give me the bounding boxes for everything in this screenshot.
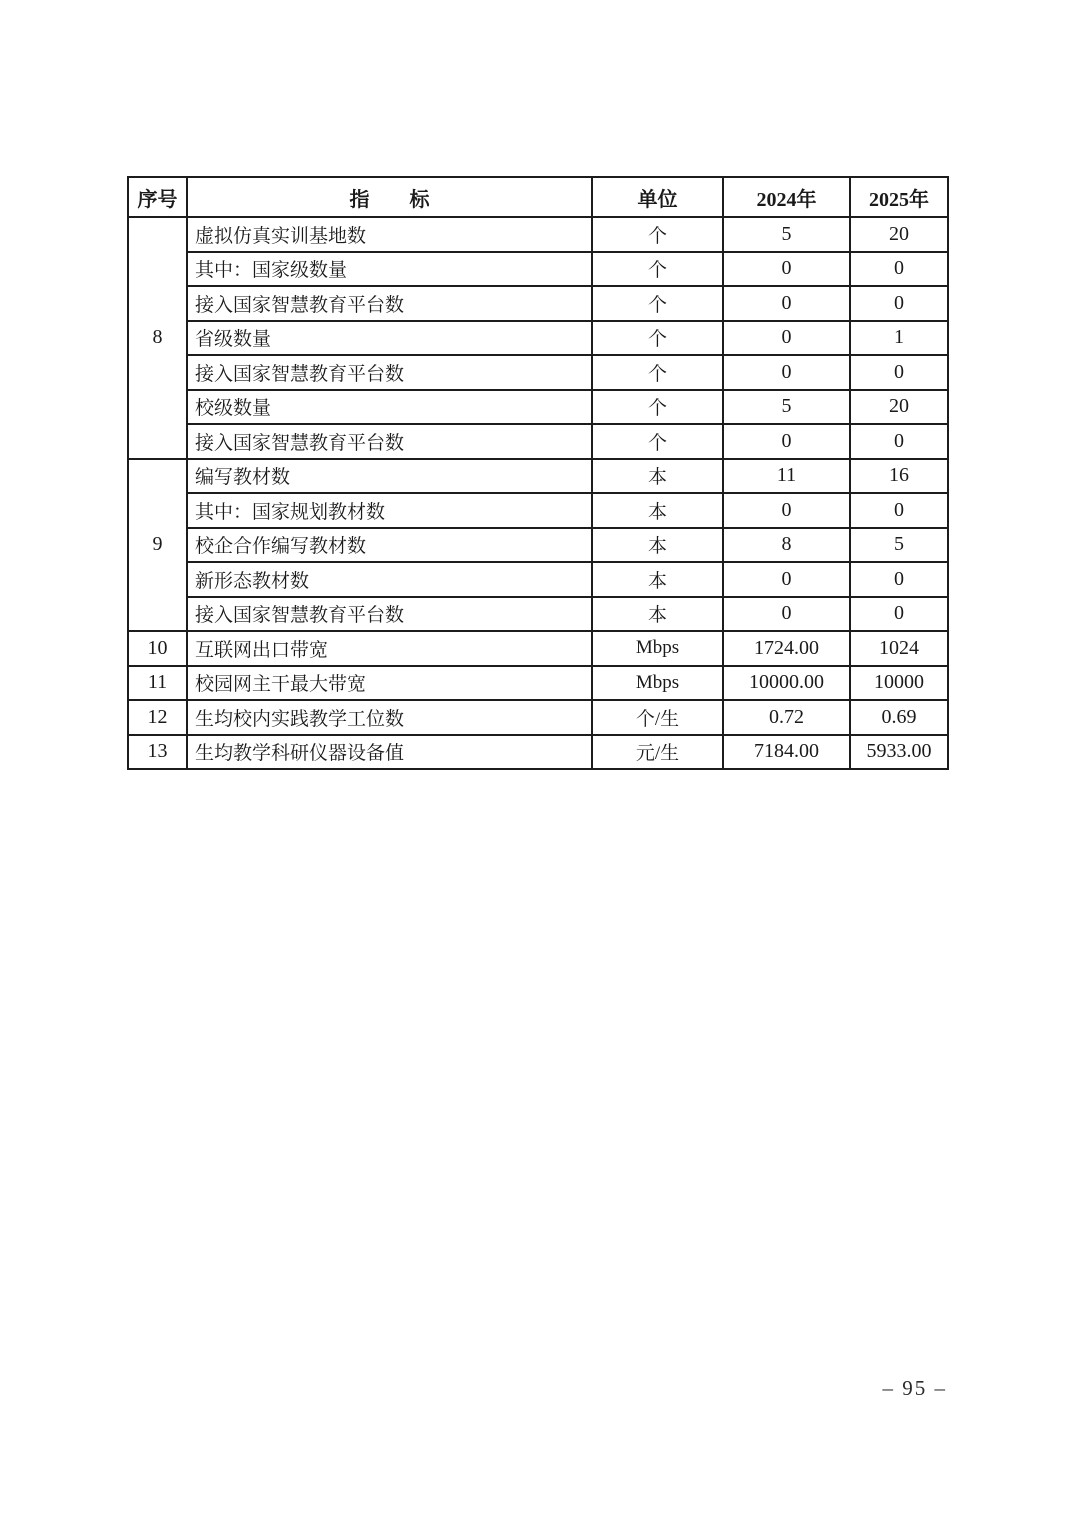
serial-cell: 13 [128, 735, 187, 770]
table-row [128, 217, 948, 252]
indicator-cell: 虚拟仿真实训基地数 [187, 217, 592, 252]
table-row [128, 700, 948, 735]
value-2024-cell: 5 [723, 217, 850, 252]
value-2025-cell: 5933.00 [850, 735, 948, 770]
unit-cell: 个 [592, 424, 723, 459]
unit-cell: 个 [592, 390, 723, 425]
serial-cell: 9 [128, 459, 187, 632]
table-row [128, 631, 948, 666]
value-2024-cell: 5 [723, 390, 850, 425]
indicator-cell: 其中：国家级数量 [187, 252, 592, 287]
value-2025-cell: 20 [850, 390, 948, 425]
table-row [128, 355, 948, 390]
unit-cell: 本 [592, 597, 723, 632]
indicator-cell: 校园网主干最大带宽 [187, 666, 592, 701]
unit-cell: 个 [592, 286, 723, 321]
indicator-cell: 生均校内实践教学工位数 [187, 700, 592, 735]
value-2024-cell: 7184.00 [723, 735, 850, 770]
value-2025-cell: 0 [850, 252, 948, 287]
value-2025-cell: 16 [850, 459, 948, 494]
indicator-cell: 省级数量 [187, 321, 592, 356]
table-row [128, 735, 948, 770]
unit-cell: 元/生 [592, 735, 723, 770]
value-2025-cell: 1 [850, 321, 948, 356]
value-2025-cell: 0 [850, 286, 948, 321]
indicator-cell: 接入国家智慧教育平台数 [187, 355, 592, 390]
value-2024-cell: 0 [723, 493, 850, 528]
value-2025-cell: 1024 [850, 631, 948, 666]
table-row [128, 597, 948, 632]
value-2024-cell: 0 [723, 321, 850, 356]
unit-cell: 本 [592, 459, 723, 494]
serial-cell: 8 [128, 217, 187, 459]
table-body [128, 217, 948, 769]
indicator-cell: 接入国家智慧教育平台数 [187, 286, 592, 321]
value-2024-cell: 0 [723, 424, 850, 459]
unit-cell: 个 [592, 217, 723, 252]
indicator-cell: 编写教材数 [187, 459, 592, 494]
value-2025-cell: 0 [850, 597, 948, 632]
value-2024-cell: 11 [723, 459, 850, 494]
value-2025-cell: 0 [850, 355, 948, 390]
value-2024-cell: 1724.00 [723, 631, 850, 666]
table-row [128, 562, 948, 597]
serial-cell: 11 [128, 666, 187, 701]
table-row [128, 424, 948, 459]
column-header-serial: 序号 [128, 177, 187, 217]
indicator-cell: 其中：国家规划教材数 [187, 493, 592, 528]
table-row [128, 390, 948, 425]
unit-cell: 个 [592, 355, 723, 390]
table-row [128, 286, 948, 321]
unit-cell: 个 [592, 252, 723, 287]
value-2025-cell: 0.69 [850, 700, 948, 735]
table-row [128, 321, 948, 356]
column-header-2024: 2024年 [723, 177, 850, 217]
page-number: – 95 – [882, 1376, 947, 1400]
indicator-cell: 生均教学科研仪器设备值 [187, 735, 592, 770]
value-2024-cell: 0 [723, 562, 850, 597]
serial-cell: 12 [128, 700, 187, 735]
indicators-table [127, 176, 949, 770]
serial-cell: 10 [128, 631, 187, 666]
table-row [128, 252, 948, 287]
table-header-row [128, 177, 948, 217]
value-2025-cell: 5 [850, 528, 948, 563]
column-header-indicator: 指 标 [187, 177, 592, 217]
value-2025-cell: 0 [850, 493, 948, 528]
value-2025-cell: 0 [850, 424, 948, 459]
unit-cell: 个/生 [592, 700, 723, 735]
unit-cell: Mbps [592, 631, 723, 666]
value-2024-cell: 8 [723, 528, 850, 563]
unit-cell: 个 [592, 321, 723, 356]
value-2024-cell: 0 [723, 355, 850, 390]
unit-cell: Mbps [592, 666, 723, 701]
table-row [128, 528, 948, 563]
indicator-cell: 校企合作编写教材数 [187, 528, 592, 563]
value-2025-cell: 0 [850, 562, 948, 597]
table-row [128, 459, 948, 494]
unit-cell: 本 [592, 562, 723, 597]
indicator-cell: 校级数量 [187, 390, 592, 425]
unit-cell: 本 [592, 528, 723, 563]
value-2024-cell: 0 [723, 597, 850, 632]
value-2024-cell: 10000.00 [723, 666, 850, 701]
unit-cell: 本 [592, 493, 723, 528]
value-2024-cell: 0 [723, 252, 850, 287]
value-2024-cell: 0.72 [723, 700, 850, 735]
indicator-cell: 互联网出口带宽 [187, 631, 592, 666]
indicator-cell: 新形态教材数 [187, 562, 592, 597]
column-header-unit: 单位 [592, 177, 723, 217]
value-2025-cell: 10000 [850, 666, 948, 701]
indicator-cell: 接入国家智慧教育平台数 [187, 597, 592, 632]
value-2025-cell: 20 [850, 217, 948, 252]
table-row [128, 493, 948, 528]
indicator-cell: 接入国家智慧教育平台数 [187, 424, 592, 459]
table-row [128, 666, 948, 701]
value-2024-cell: 0 [723, 286, 850, 321]
column-header-2025: 2025年 [850, 177, 948, 217]
